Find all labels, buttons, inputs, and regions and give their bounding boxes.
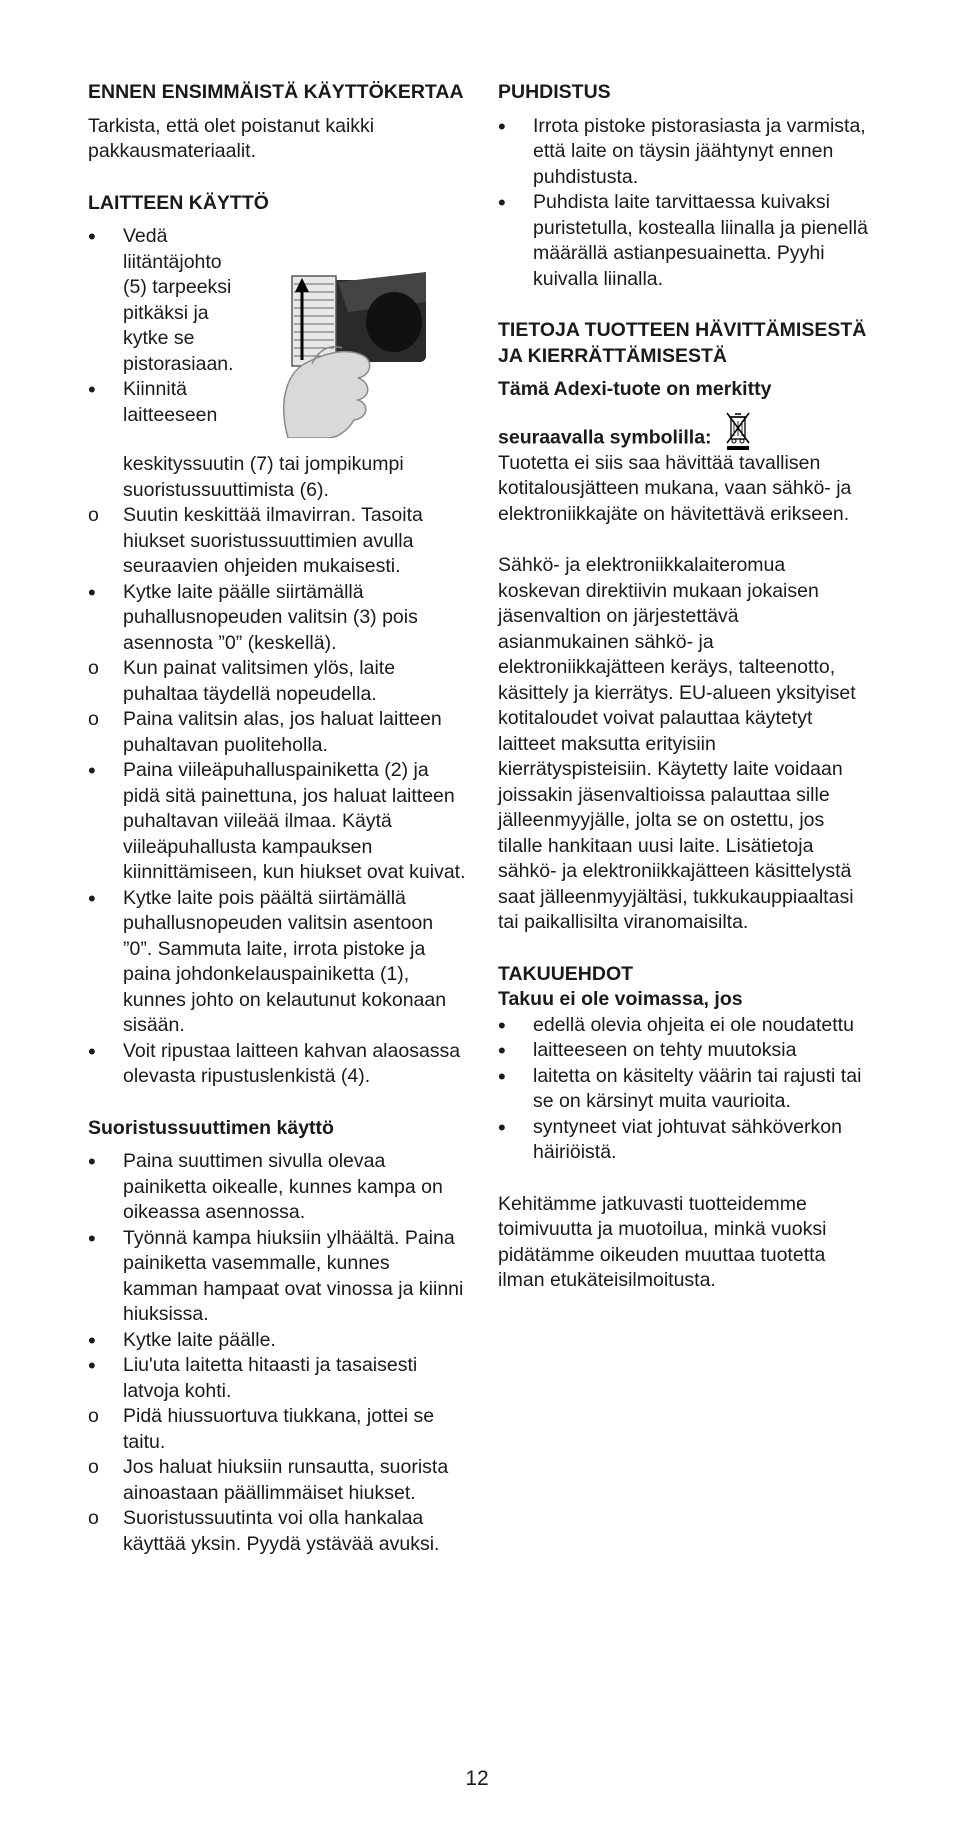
- list-item: • Paina suuttimen sivulla olevaa painiketta oikealle, kunnes kampa on oikeassa asennossa.: [88, 1149, 443, 1223]
- list-item: • laitteeseen on tehty muutoksia: [498, 1038, 797, 1063]
- list-item: • Paina viileäpuhalluspainiketta (2) ja pidä sitä painettuna, jos haluat laitteen puhaltavan viileää ilmaa. Käytä viileäpuhallusta kampauksen kiinnittämiseen, kun hiukset ovat kuivat.: [88, 758, 466, 883]
- left-column: [88, 80, 466, 1557]
- weee-bin-icon: [725, 411, 751, 451]
- list-item: • Liu'uta laitetta hitaasti ja tasaisesti latvoja kohti.: [88, 1353, 418, 1402]
- warranty-list: [498, 1013, 870, 1166]
- list-item: o Suoristussuutinta voi olla hankalaa käyttää yksin. Pyydä ystävää avuksi.: [88, 1507, 440, 1555]
- usage-continuation: keskityssuutin (7) tai jompikumpi suoristussuuttimista (6).: [123, 453, 404, 501]
- disposal-bold-line-1: Tämä Adexi-tuote on merkitty: [498, 378, 772, 400]
- disposal-paragraph-2: Sähkö- ja elektroniikkalaiteromua koskevan direktiivin mukaan jokaisen jäsenvaltion on järjestettävä asianmukainen sähkö- ja elektroniikkajätteen keräys, talteenotto, käsittely ja kierrätys. EU-alueen yksityiset kotitaloudet voivat palauttaa käytetyt laitteet maksutta erityisiin kierrätyspisteisiin. Käytetty laite voidaan joissakin jäsenvaltioissa palauttaa sille jälleenmyyjälle, jolta se on ostettu, jos tilalle hankitaan uusi laite. Lisätietoja sähkö- ja elektroniikkajätteen käsittelystä saat jälleenmyyjältäsi, tukkukauppiaaltasi tai paikallisilta viranomaisilta.: [498, 554, 856, 933]
- warranty-bold-line: Takuu ei ole voimassa, jos: [498, 988, 743, 1010]
- disposal-paragraph-1: Tuotetta ei siis saa hävittää tavallisen kotitalousjätteen mukana, vaan sähkö- ja elektroniikkajäte on hävitettävä erikseen.: [498, 451, 852, 525]
- usage-list: [88, 503, 466, 1090]
- list-item: o Jos haluat hiuksiin runsautta, suorista ainoastaan päällimmäiset hiukset.: [88, 1456, 449, 1504]
- list-item: • Kytke laite päälle.: [88, 1327, 276, 1353]
- heading-disposal: TIETOJA TUOTTEEN HÄVITTÄMISESTÄ JA KIERRÄTTÄMISESTÄ: [498, 319, 867, 367]
- page-number: 12: [465, 1767, 489, 1790]
- heading-usage: LAITTEEN KÄYTTÖ: [88, 191, 269, 214]
- heading-before-first-use: ENNEN ENSIMMÄISTÄ KÄYTTÖKERTAA: [88, 81, 464, 103]
- list-item: • laitetta on käsitelty väärin tai rajusti tai se on kärsinyt muita vaurioita.: [498, 1063, 862, 1112]
- list-item: • Työnnä kampa hiuksiin ylhäältä. Paina painiketta vasemmalle, kunnes kamman hampaat ovat vinossa ja kiinni hiuksissa.: [88, 1225, 464, 1325]
- list-item: • Kytke laite päälle siirtämällä puhallusnopeuden valitsin (3) pois asennosta ”0” (keskellä).: [88, 579, 418, 654]
- right-column: [498, 80, 870, 1294]
- cleaning-list: [498, 114, 870, 293]
- list-item: o Paina valitsin alas, jos haluat laitteen puhaltavan puoliteholla.: [88, 708, 442, 756]
- list-item: • Kiinnitä laitteeseen: [88, 377, 218, 426]
- straightener-list: [88, 1149, 466, 1557]
- list-item: • Kytke laite pois päältä siirtämällä puhallusnopeuden valitsin asentoon ”0”. Sammuta laite, irrota pistoke ja paina johdonkelauspainiketta (1), kunnes johto on kelautunut kokonaan sisään.: [88, 885, 447, 1036]
- list-item: • edellä olevia ohjeita ei ole noudatettu: [498, 1012, 854, 1038]
- list-item: o Pidä hiussuortuva tiukkana, jottei se taitu.: [88, 1405, 435, 1453]
- heading-warranty: TAKUUEHDOT: [498, 962, 634, 985]
- closing-paragraph: Kehitämme jatkuvasti tuotteidemme toimivuutta ja muotoilua, minkä vuoksi pidätämme oikeuden muuttaa tuotetta ilman etukäteisilmoitusta.: [498, 1192, 827, 1291]
- list-item: • Puhdista laite tarvittaessa kuivaksi puristetulla, kostealla liinalla ja pienellä määrällä astianpesuainetta. Pyyhi kuivalla liinalla.: [498, 190, 868, 290]
- hair-straightening-illustration: [278, 252, 426, 438]
- disposal-bold-line-2: seuraavalla symbolilla:: [498, 411, 870, 451]
- list-item: • Vedä liitäntäjohto (5) tarpeeksi pitkäksi ja kytke se pistorasiaan.: [88, 224, 234, 375]
- list-item: • syntyneet viat johtuvat sähköverkon häiriöistä.: [498, 1114, 842, 1163]
- intro-paragraph: Tarkista, että olet poistanut kaikki pakkausmateriaalit.: [88, 114, 375, 162]
- list-item: • Voit ripustaa laitteen kahvan alaosassa olevasta ripustuslenkistä (4).: [88, 1038, 461, 1087]
- usage-intro-block: [88, 224, 466, 452]
- list-item: • Irrota pistoke pistorasiasta ja varmista, että laite on täysin jäähtynyt ennen puhdistusta.: [498, 113, 866, 188]
- heading-straightener-usage: Suoristussuuttimen käyttö: [88, 1116, 334, 1139]
- heading-cleaning: PUHDISTUS: [498, 81, 611, 103]
- list-item: o Kun painat valitsimen ylös, laite puhaltaa täydellä nopeudella.: [88, 657, 396, 705]
- list-item: o Suutin keskittää ilmavirran. Tasoita hiukset suoristussuuttimien avulla seuraavien ohjeiden mukaisesti.: [88, 504, 423, 577]
